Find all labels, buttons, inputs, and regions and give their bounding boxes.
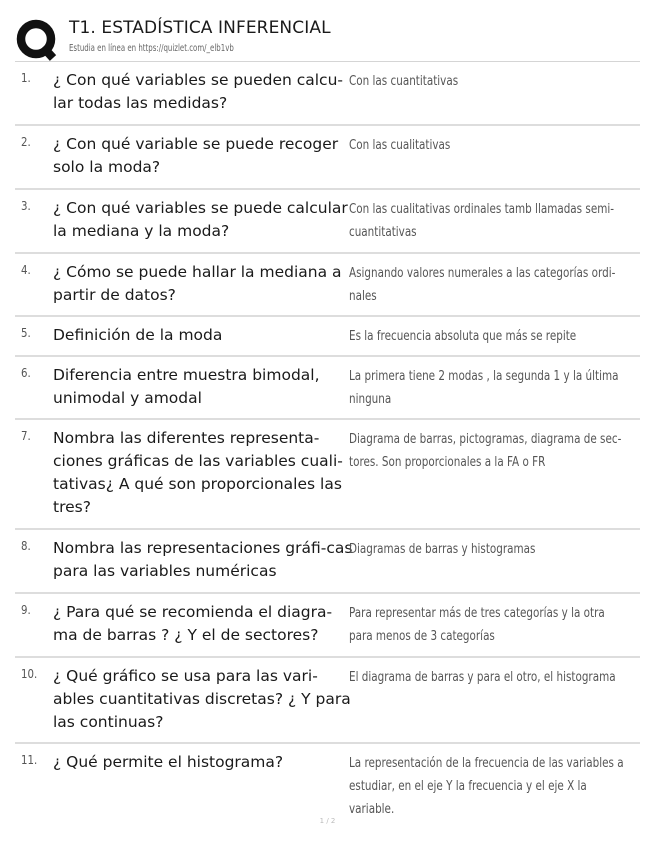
card-term: Diferencia entre muestra bimodal, unimodal y amodal [53,366,320,407]
card-number: 4. [21,263,31,277]
flashcard-list [15,62,640,817]
card-row [15,254,640,317]
card-row [15,658,640,744]
card-definition: La representación de la frecuencia de las variables a estudiar, en el eje Y la frecuencia y el eje X la variable. [349,756,624,817]
card-row [15,744,640,817]
card-number: 5. [21,326,31,340]
card-term: Definición de la moda [53,326,223,344]
page-header [15,14,640,60]
card-definition: Es la frecuencia absoluta que más se repite [349,329,577,344]
card-number: 6. [21,366,31,380]
card-definition: Asignando valores numerales a las categorías ordi-nales [349,266,616,304]
card-row [15,357,640,420]
card-definition: Con las cuantitativas [349,74,459,89]
page-number: 1 / 2 [319,817,336,825]
card-definition: El diagrama de barras y para el otro, el histograma [349,670,616,685]
card-definition: La primera tiene 2 modas , la segunda 1 y la última ninguna [349,369,619,407]
card-definition: Diagramas de barras y histogramas [349,542,536,557]
card-term: ¿ Con qué variables se pueden calcu-lar todas las medidas? [53,71,343,112]
card-term: Nombra las representaciones gráfi-cas para las variables numéricas [53,539,353,580]
card-term: ¿ Con qué variable se puede recoger solo la moda? [53,135,339,176]
card-row [15,190,640,254]
card-number: 11. [21,753,38,767]
card-row [15,62,640,126]
card-number: 1. [21,71,31,85]
page-title: T1. ESTADÍSTICA INFERENCIAL [69,18,331,38]
card-row [15,420,640,530]
card-term: ¿ Qué gráfico se usa para las vari-ables cuantitativas discretas? ¿ Y para las continuas? [53,667,351,731]
card-number: 9. [21,603,31,617]
card-row [15,317,640,357]
card-definition: Para representar más de tres categorías y la otra para menos de 3 categorías [349,606,605,644]
quizlet-logo-icon [15,18,59,62]
card-definition: Diagrama de barras, pictogramas, diagrama de sec-tores. Son proporcionales a la FA o FR [349,432,622,470]
card-number: 3. [21,199,31,213]
card-row [15,126,640,190]
study-link[interactable]: Estudia en línea en https://quizlet.com/_elb1vb [69,43,234,54]
card-number: 2. [21,135,31,149]
card-term: Nombra las diferentes representa-ciones gráficas de las variables cuali-tativas¿ A qué son proporcionales las tres? [53,429,343,516]
card-definition: Con las cualitativas [349,138,451,153]
card-term: ¿ Cómo se puede hallar la mediana a partir de datos? [53,263,342,304]
card-number: 8. [21,539,31,553]
card-term: ¿ Con qué variables se puede calcular la mediana y la moda? [53,199,348,240]
card-term: ¿ Qué permite el histograma? [53,753,284,771]
card-row [15,530,640,594]
card-row [15,594,640,658]
card-term: ¿ Para qué se recomienda el diagra-ma de barras ? ¿ Y el de sectores? [53,603,333,644]
card-definition: Con las cualitativas ordinales tamb llamadas semi-cuantitativas [349,202,614,240]
card-number: 10. [21,667,38,681]
card-number: 7. [21,429,31,443]
